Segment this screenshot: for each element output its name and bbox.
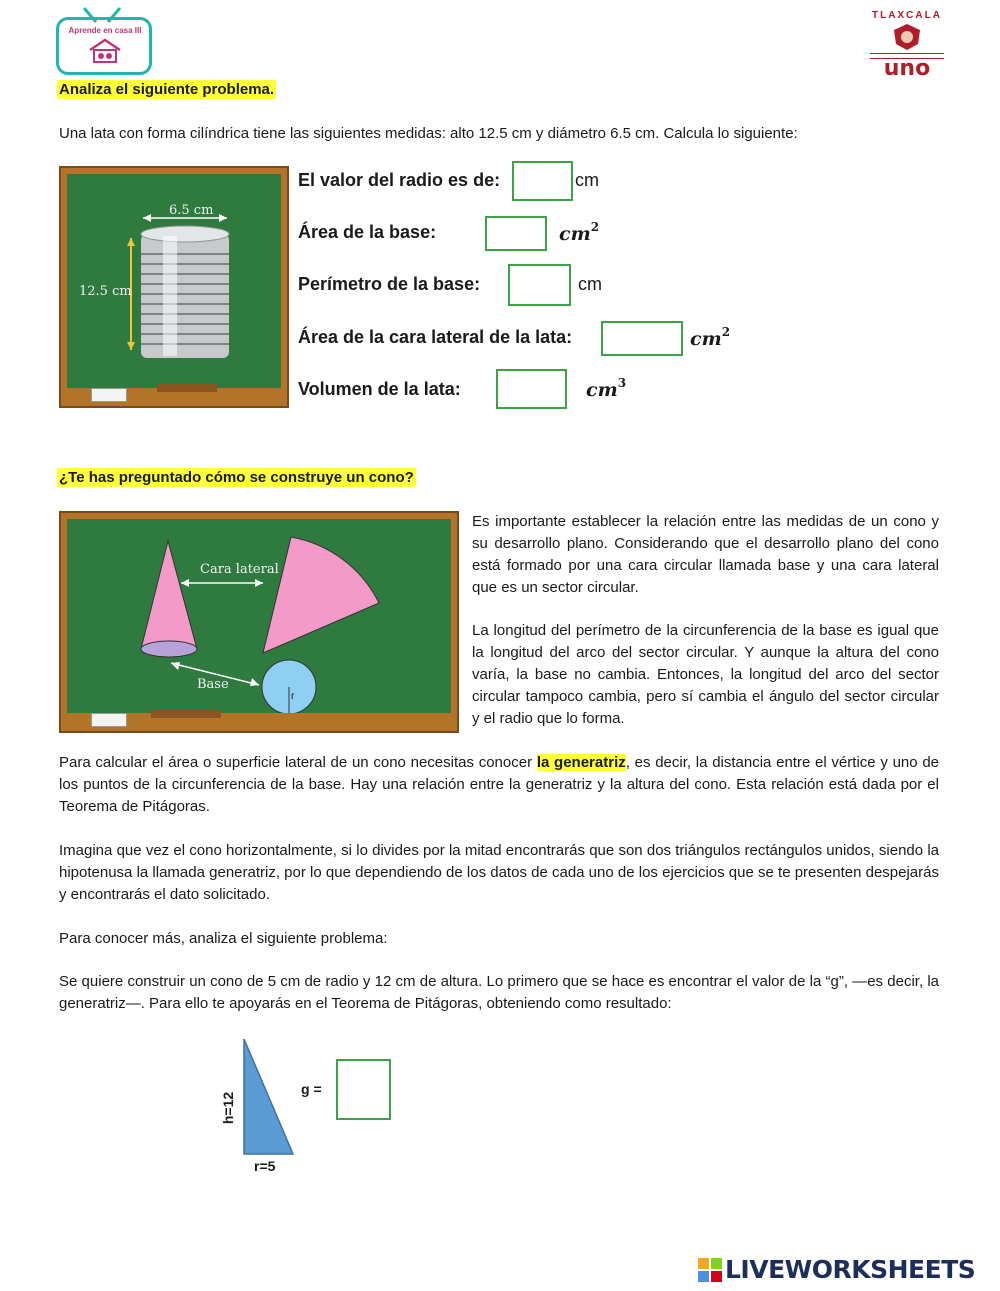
base-label: Base [197, 677, 229, 692]
liveworksheets-logo [698, 1255, 998, 1287]
cone-net-illustration [67, 519, 451, 713]
volume-answer-box[interactable] [496, 369, 567, 409]
g-label: g = [301, 1081, 322, 1097]
q-perimeter-unit: cm [578, 274, 602, 294]
chalk-tray [151, 710, 221, 718]
cone-chalkboard [59, 511, 459, 733]
section1-heading: Analiza el siguiente problema. [59, 81, 275, 98]
lws-icon [698, 1258, 722, 1282]
analyze-prompt: Para conocer más, analiza el siguiente problema: [59, 930, 388, 947]
logo-text: Aprende en casa III [68, 26, 142, 35]
can-chalkboard [59, 166, 289, 408]
q-lateral-area-unit: $cm^2$ [690, 325, 731, 350]
cone-explanation-p2: La longitud del perímetro de la circunferencia de la base es igual que la longitud del arco del sector circular. Y aunque la altura del cono varía, la base no cambia. Entonces, la longitud del arco del sector circular tampoco cambia, pero sí cambia el ángulo del sector circular y el radio que lo forma. [472, 622, 939, 727]
emblem-icon [890, 22, 924, 52]
perimeter-answer-box[interactable] [508, 264, 571, 306]
eraser-icon [91, 388, 127, 402]
height-label: 12.5 cm [79, 284, 132, 299]
generatrix-highlight: la generatriz [536, 754, 626, 771]
horizontal-cone-paragraph: Imagina que vez el cono horizontalmente, si lo divides por la mitad encontrarás que son dos triángulos rectángulos unidos, siendo la hipotenusa la llamada generatriz, por lo que dependiendo de los datos de cada uno de los ejercicios que se te presenten despejarás y encontrarás el dato solicitado. [59, 842, 939, 903]
base-area-answer-box[interactable] [485, 216, 547, 251]
section1-intro: Una lata con forma cilíndrica tiene las siguientes medidas: alto 12.5 cm y diámetro 6.5 cm. Calcula lo siguiente: [59, 125, 798, 142]
q-base-area-unit: $cm^2$ [559, 220, 600, 245]
g-answer-box[interactable] [336, 1059, 391, 1120]
lateral-label: Cara lateral [200, 562, 279, 577]
lateral-area-answer-box[interactable] [601, 321, 683, 356]
q-volume-label: Volumen de la lata: [298, 379, 461, 399]
radius-label-triangle: r=5 [254, 1158, 276, 1174]
eraser-icon [91, 713, 127, 727]
q-volume-unit: $cm^3$ [586, 376, 627, 401]
lws-brand: LIVEWORKSHEETS [725, 1255, 976, 1284]
right-triangle [243, 1038, 295, 1156]
chalk-tray [157, 384, 217, 392]
q-perimeter-label: Perímetro de la base: [298, 274, 481, 294]
antenna-icon [56, 4, 152, 24]
problem-statement: Se quiere construir un cono de 5 cm de radio y 12 cm de altura. Lo primero que se hace es encontrar el valor de la “g”, —es decir, la generatriz—. Para ello te apoyarás en el Teorema de Pitágoras, obteniendo como resultado: [59, 973, 939, 1012]
diameter-label: 6.5 cm [169, 203, 214, 218]
house-icon [87, 38, 123, 64]
q-lateral-area-label: Área de la cara lateral de la lata: [298, 327, 573, 347]
radius-answer-box[interactable] [512, 161, 573, 201]
tlaxcala-logo: TLAXCALA uno [866, 8, 948, 80]
section2-heading: ¿Te has preguntado cómo se construye un cono? [59, 469, 414, 486]
q-radius-label: El valor del radio es de: [298, 170, 501, 190]
q-radius-unit: cm [575, 170, 599, 190]
aprende-en-casa-logo [56, 17, 152, 75]
cone-explanation-p1: Es importante establecer la relación entre las medidas de un cono y su desarrollo plano. Considerando que el desarrollo plano del cono está formado por una cara circular llamada base y una cara lateral que es un sector circular. [472, 513, 939, 596]
generatrix-paragraph: Para calcular el área o superficie lateral de un cono necesitas conocer la generatriz, es decir, la distancia entre el vértice y uno de los puntos de la circunferencia de la base. Hay una relación entre la generatriz y la altura del cono. Esta relación está dada por el Teorema de Pitágoras. [59, 754, 940, 815]
q-base-area-label: Área de la base: [298, 222, 437, 242]
height-label-triangle: h=12 [220, 1091, 237, 1125]
radius-label: r [291, 691, 295, 702]
